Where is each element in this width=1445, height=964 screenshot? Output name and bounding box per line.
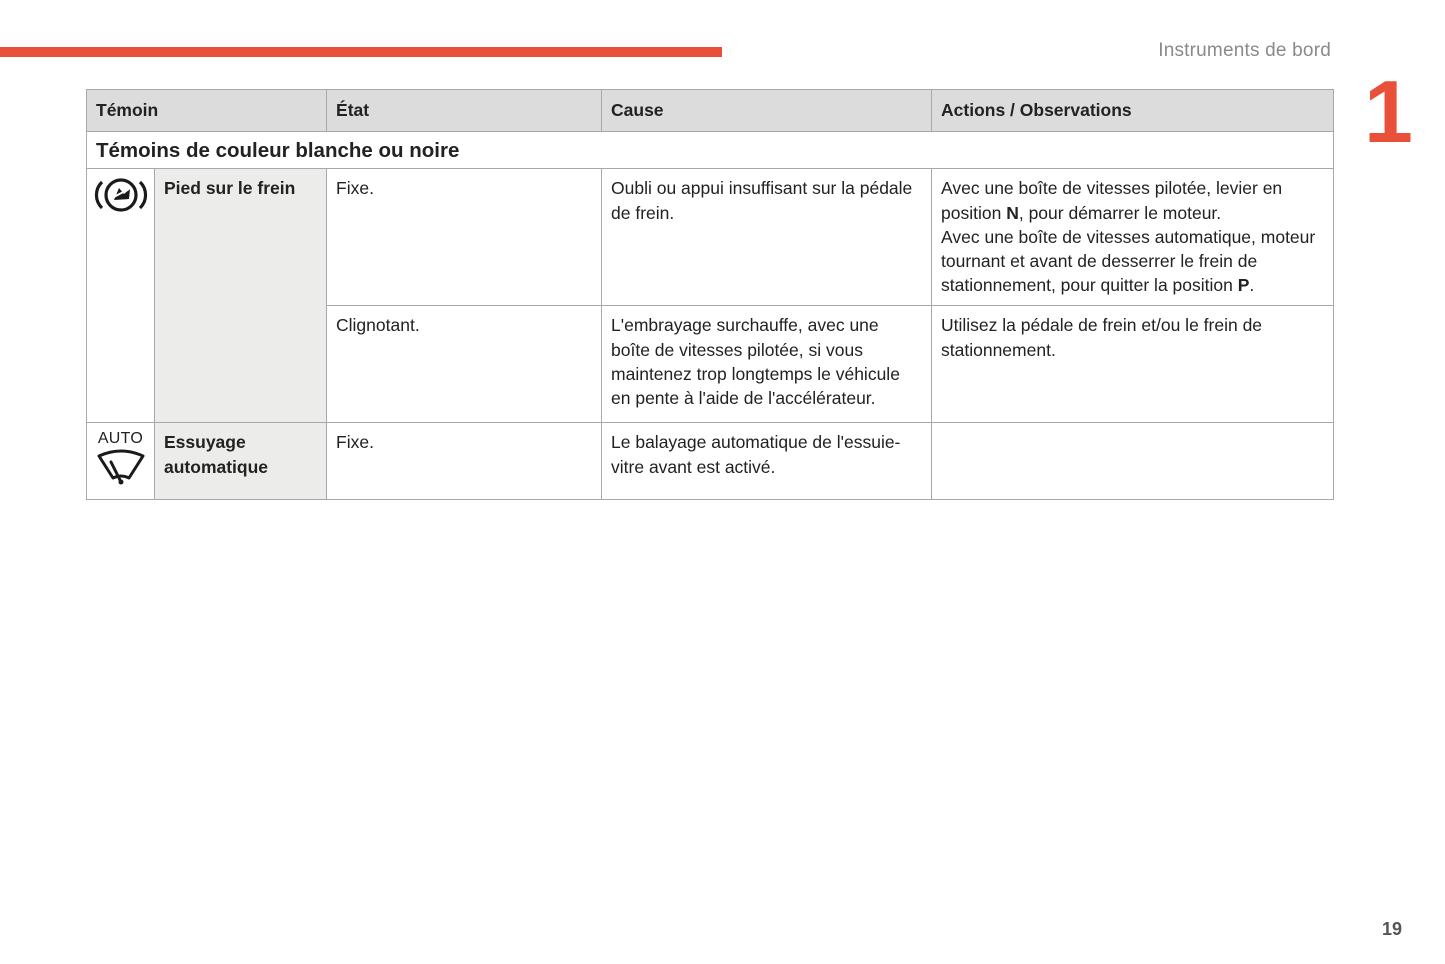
gear-position-p: P bbox=[1237, 275, 1250, 296]
group-row bbox=[87, 132, 1334, 169]
column-header-actions: Actions / Observations bbox=[932, 90, 1334, 132]
actions-cell bbox=[932, 169, 1334, 306]
brake-foot-warning-icon-cell bbox=[87, 169, 155, 423]
column-header-temoin: Témoin bbox=[87, 90, 327, 132]
temoin-name: Essuyage automatique bbox=[155, 423, 327, 499]
section-title: Instruments de bord bbox=[1158, 40, 1331, 61]
brake-foot-warning-icon bbox=[92, 175, 150, 215]
temoin-name: Pied sur le frein bbox=[155, 169, 327, 423]
chapter-number: 1 bbox=[1364, 62, 1413, 161]
gear-position-n: N bbox=[1006, 202, 1019, 223]
auto-label: AUTO bbox=[97, 430, 144, 448]
cause-cell: L'embrayage surchauffe, avec une boîte de vitesses pilotée, si vous maintenez trop longtemps le véhicule en pente à l'aide de l'accélérateur. bbox=[602, 306, 932, 423]
auto-wiper-icon-cell bbox=[87, 423, 155, 499]
actions-cell bbox=[932, 423, 1334, 499]
column-header-cause: Cause bbox=[602, 90, 932, 132]
warning-lights-table bbox=[86, 89, 1334, 500]
header-accent-bar bbox=[0, 47, 722, 57]
table-row bbox=[87, 423, 1334, 499]
etat-cell: Fixe. bbox=[327, 169, 602, 306]
actions-cell: Utilisez la pédale de frein et/ou le frein de stationnement. bbox=[932, 306, 1334, 423]
etat-cell: Fixe. bbox=[327, 423, 602, 499]
group-title: Témoins de couleur blanche ou noire bbox=[87, 132, 1334, 169]
actions-text: Avec une boîte de vitesses pilotée, levier en position bbox=[941, 178, 1283, 223]
auto-wiper-icon bbox=[95, 448, 147, 486]
actions-text: , pour démarrer le moteur. bbox=[1018, 202, 1222, 223]
actions-text: . bbox=[1249, 275, 1255, 296]
etat-cell: Clignotant. bbox=[327, 306, 602, 423]
table-header-row bbox=[87, 90, 1334, 132]
page-number: 19 bbox=[1382, 919, 1403, 939]
column-header-etat: État bbox=[327, 90, 602, 132]
cause-cell: Oubli ou appui insuffisant sur la pédale de frein. bbox=[602, 169, 932, 306]
cause-cell: Le balayage automatique de l'essuie-vitre avant est activé. bbox=[602, 423, 932, 499]
actions-text: Avec une boîte de vitesses automatique, moteur tournant et avant de desserrer le frein de stationnement, pour quitter la position bbox=[941, 226, 1316, 296]
table-row bbox=[87, 169, 1334, 306]
